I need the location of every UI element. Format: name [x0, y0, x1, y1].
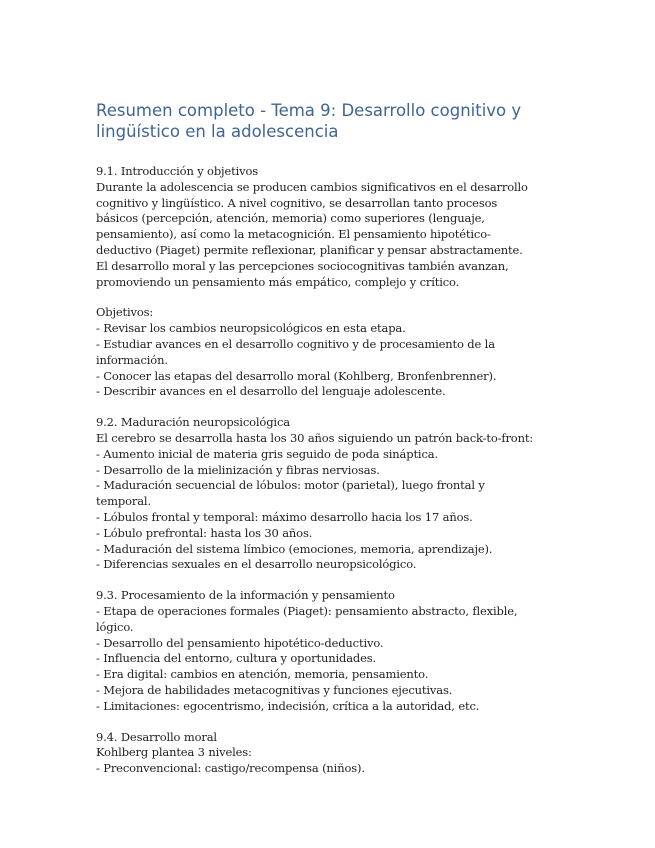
text-line: El cerebro se desarrolla hasta los 30 años siguiendo un patrón back-to-front:	[96, 430, 534, 445]
text-line: - Preconvencional: castigo/recompensa (niños).	[96, 761, 365, 776]
text-line: - Conocer las etapas del desarrollo moral (Kohlberg, Bronfenbrenner).	[96, 368, 497, 383]
text-line: - Estudiar avances en el desarrollo cognitivo y de procesamiento de la	[96, 336, 495, 351]
text-line: temporal.	[96, 494, 151, 509]
document-section	[96, 730, 566, 777]
text-line: deductivo (Piaget) permite reflexionar, planificar y pensar abstractamente.	[96, 242, 523, 257]
section-first-line: Objetivos:	[96, 305, 154, 320]
text-line: - Influencia del entorno, cultura y oportunidades.	[96, 651, 377, 666]
document-title-line-1: Resumen completo - Tema 9: Desarrollo cognitivo y	[96, 101, 522, 120]
text-line: - Mejora de habilidades metacognitivas y funciones ejecutivas.	[96, 682, 453, 697]
document-section	[96, 588, 566, 714]
text-line: - Limitaciones: egocentrismo, indecisión, crítica a la autoridad, etc.	[96, 698, 480, 713]
text-line: - Aumento inicial de materia gris seguido de poda sináptica.	[96, 446, 438, 461]
text-line: - Maduración secuencial de lóbulos: motor (parietal), luego frontal y	[96, 478, 485, 493]
text-line: - Describir avances en el desarrollo del lenguaje adolescente.	[96, 384, 446, 399]
document-page	[96, 100, 566, 792]
document-body	[96, 164, 566, 777]
text-line: Durante la adolescencia se producen cambios significativos en el desarrollo	[96, 179, 528, 194]
text-line: - Desarrollo de la mielinización y fibras nerviosas.	[96, 462, 380, 477]
section-first-line: 9.4. Desarrollo moral	[96, 729, 217, 744]
text-line: - Lóbulo prefrontal: hasta los 30 años.	[96, 525, 313, 540]
text-line: - Lóbulos frontal y temporal: máximo desarrollo hacia los 17 años.	[96, 509, 473, 524]
text-line: - Desarrollo del pensamiento hipotético-deductivo.	[96, 635, 384, 650]
text-line: - Diferencias sexuales en el desarrollo neuropsicológico.	[96, 557, 417, 572]
text-line: lógico.	[96, 619, 134, 634]
document-title-line-2: lingüístico en la adolescencia	[96, 122, 339, 141]
text-line: cognitivo y lingüístico. A nivel cognitivo, se desarrollan tanto procesos	[96, 195, 498, 210]
text-line: pensamiento), así como la metacognición. El pensamiento hipotético-	[96, 227, 491, 242]
document-section	[96, 164, 566, 290]
text-line: - Maduración del sistema límbico (emociones, memoria, aprendizaje).	[96, 541, 493, 556]
document-section	[96, 305, 566, 400]
document-section	[96, 415, 566, 573]
text-line: - Revisar los cambios neuropsicológicos en esta etapa.	[96, 321, 406, 336]
text-line: Kohlberg plantea 3 niveles:	[96, 745, 252, 760]
text-line: información.	[96, 352, 168, 367]
section-first-line: 9.3. Procesamiento de la información y pensamiento	[96, 588, 395, 603]
text-line: El desarrollo moral y las percepciones sociocognitivas también avanzan,	[96, 258, 509, 273]
section-first-line: 9.1. Introducción y objetivos	[96, 164, 258, 178]
document-title	[96, 100, 566, 142]
text-line: - Etapa de operaciones formales (Piaget): pensamiento abstracto, flexible,	[96, 603, 518, 618]
text-line: promoviendo un pensamiento más empático, complejo y crítico.	[96, 274, 460, 289]
text-line: básicos (percepción, atención, memoria) como superiores (lenguaje,	[96, 211, 485, 226]
text-line: - Era digital: cambios en atención, memoria, pensamiento.	[96, 667, 429, 682]
section-first-line: 9.2. Maduración neuropsicológica	[96, 415, 290, 430]
